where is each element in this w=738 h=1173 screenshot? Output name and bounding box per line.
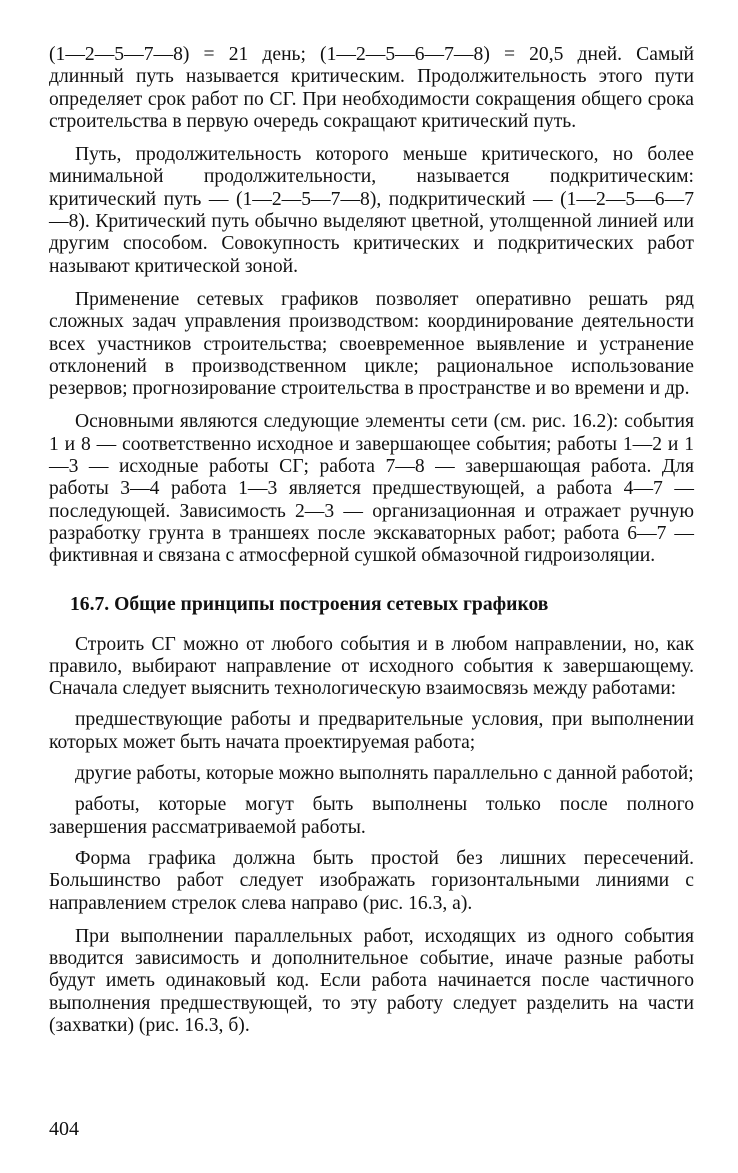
list-item-preceding-works: предшествующие работы и предварительные условия, при выполнении которых может быть начата проектируемая работа; <box>49 709 694 753</box>
paragraph-subcritical-path: Путь, продолжительность которого меньше критического, но более минимальной продолжительности, называется подкритическим: критический путь — (1—2—5—7—8), подкритический — (1—2—5—6—7—8). Критический путь обычно выделяют цветной, утолщенной линией или другим способом. Совокупность критических и подкритических работ называют критической зоной. <box>49 144 694 277</box>
list-item-following-works: работы, которые могут быть выполнены только после полного завершения рассматриваемой работы. <box>49 794 694 838</box>
paragraph-network-elements: Основными являются следующие элементы сети (см. рис. 16.2): события 1 и 8 — соответственно исходное и завершающее события; работы 1—2 и 1—3 — исходные работы СГ; работа 7—8 — завершающая работа. Для работы 3—4 работа 1—3 является предшествующей, а работа 4—7 — последующей. Зависимость 2—3 — организационная и отражает ручную разработку грунта в траншеях после экскаваторных работ; работа 6—7 — фиктивная и связана с атмосферной сушкой обмазочной гидроизоляции. <box>49 411 694 567</box>
section-heading: 16.7. Общие принципы построения сетевых графиков <box>70 593 549 615</box>
paragraph-parallel-works: При выполнении параллельных работ, исходящих из одного события вводится зависимость и дополнительное событие, иначе разные работы будут иметь одинаковый код. Если работа начинается после частичного выполнения предшествующей, то эту работу следует разделить на части (захватки) (рис. 16.3, б). <box>49 925 694 1036</box>
paragraph-construction-direction: Строить СГ можно от любого события и в любом направлении, но, как правило, выбирают направление от исходного события к завершающему. Сначала следует выяснить технологическую взаимосвязь между работами: <box>49 633 694 700</box>
page-number: 404 <box>49 1118 79 1140</box>
list-item-parallel-works: другие работы, которые можно выполнять параллельно с данной работой; <box>75 763 694 785</box>
paragraph-network-applications: Применение сетевых графиков позволяет оперативно решать ряд сложных задач управления производством: координирование деятельности всех участников строительства; своевременное выявление и устранение отклонений в производственном цикле; рациональное использование резервов; прогнозирование строительства в пространстве и во времени и др. <box>49 288 694 400</box>
paragraph-critical-path: (1—2—5—7—8) = 21 день; (1—2—5—6—7—8) = 20,5 дней. Самый длинный путь называется критическим. Продолжительность этого пути определяет срок работ по СГ. При необходимости сокращения общего срока строительства в первую очередь сокращают критический путь. <box>49 44 694 132</box>
paragraph-graph-form: Форма графика должна быть простой без лишних пересечений. Большинство работ следует изображать горизонтальными линиями с направлением стрелок слева направо (рис. 16.3, а). <box>49 847 694 914</box>
